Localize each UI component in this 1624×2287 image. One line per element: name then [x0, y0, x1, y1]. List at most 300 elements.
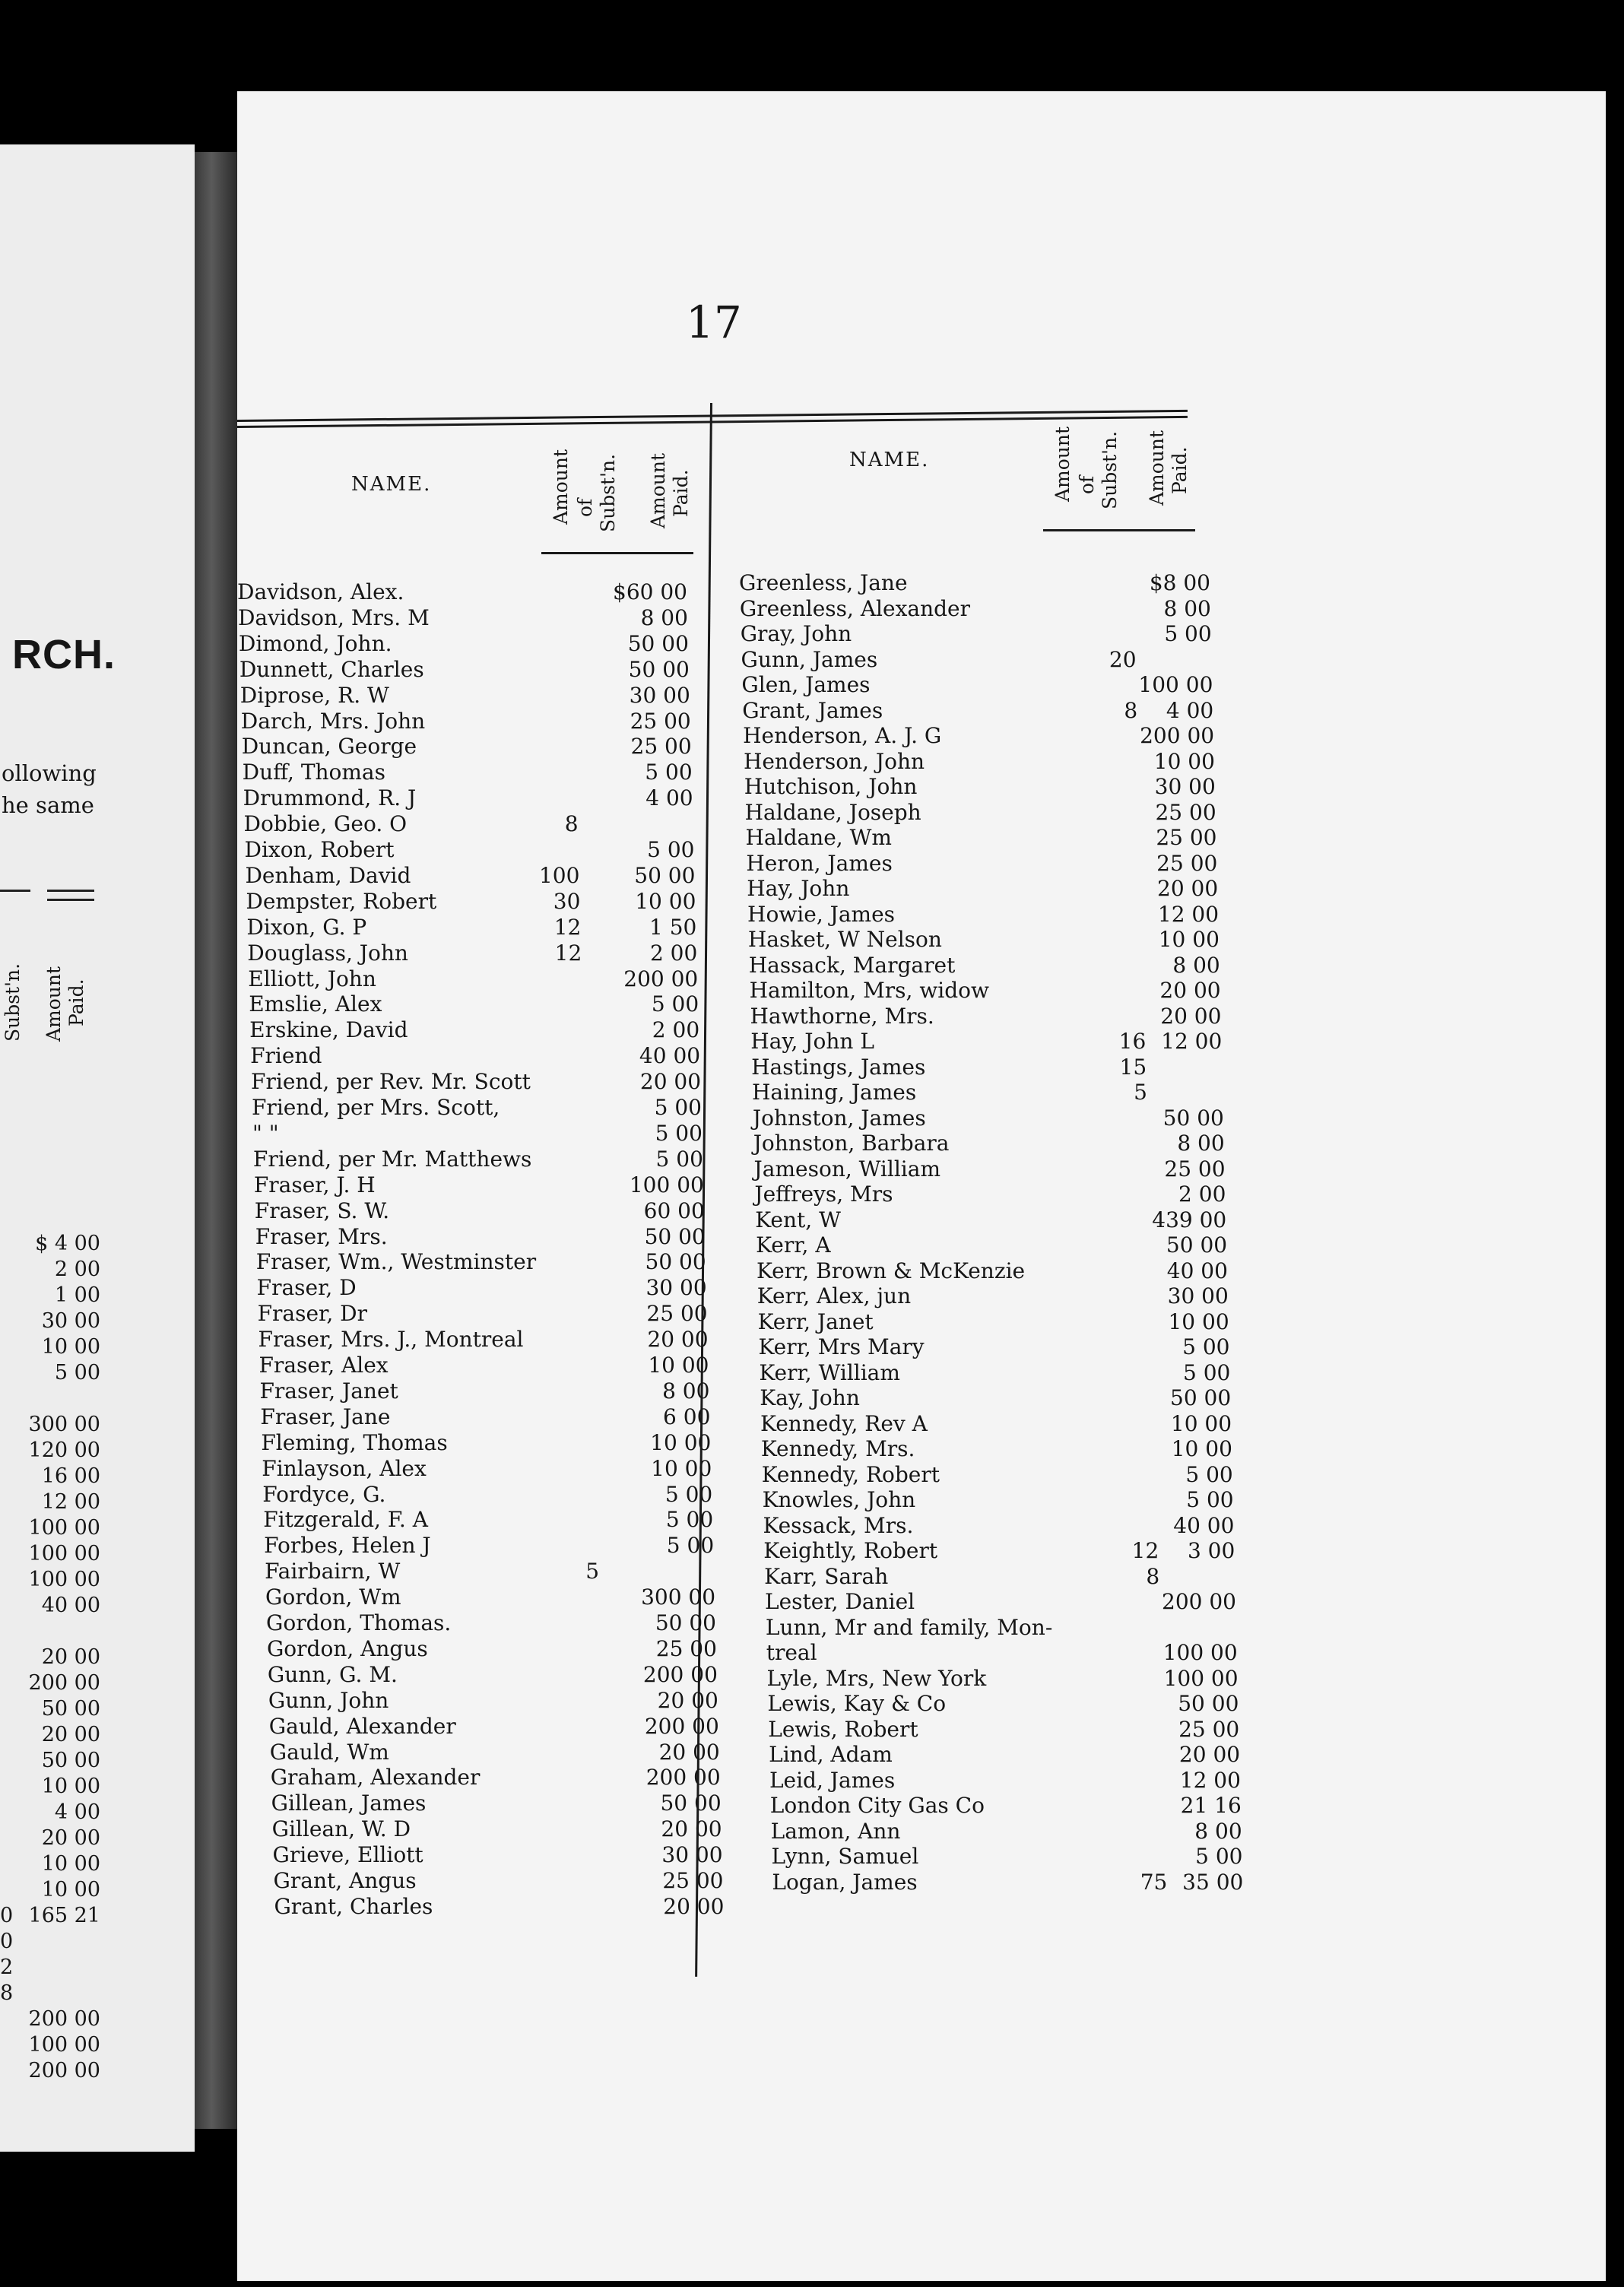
entry-name: Leid, James	[769, 1767, 896, 1793]
previous-page-amount-row	[0, 1309, 195, 1335]
left-entry-row	[241, 709, 697, 734]
entry-subscription-amount: 15	[1119, 1054, 1147, 1080]
right-entry-row	[763, 1538, 1250, 1564]
entry-amount-paid: 2 00	[652, 1017, 700, 1043]
previous-page-amount-row	[0, 1490, 195, 1516]
entry-amount-paid: $8 00	[1149, 570, 1210, 595]
entry-amount-paid: 20 00	[661, 1816, 722, 1842]
left-entry-row	[272, 1816, 728, 1842]
right-entry-row	[741, 647, 1228, 673]
entry-name: Fraser, Janet	[259, 1378, 398, 1404]
previous-page-amount: 300 00	[28, 1413, 100, 1436]
entry-subscription-amount: 20	[1109, 646, 1137, 672]
entry-name: Glen, James	[741, 672, 871, 697]
entry-amount-paid: 30 00	[629, 682, 690, 708]
entry-name: Friend, per Mrs. Scott,	[252, 1095, 500, 1120]
entry-amount-paid: 10 00	[1170, 1410, 1232, 1436]
previous-page-amount-row	[0, 1464, 195, 1490]
previous-page-amount-row	[0, 1283, 195, 1309]
entry-name: Gauld, Wm	[269, 1739, 389, 1765]
entry-amount-paid: 25 00	[655, 1635, 717, 1661]
entry-amount-paid: 10 00	[650, 1429, 712, 1455]
entry-amount-paid: 50 00	[655, 1610, 716, 1635]
entry-amount-paid: 100 00	[1162, 1640, 1238, 1665]
previous-page-amount: 5 00	[54, 1361, 100, 1385]
entry-amount-paid: 5 00	[665, 1507, 714, 1533]
entry-amount-paid: 40 00	[1166, 1258, 1228, 1283]
entry-amount-paid: 30 00	[661, 1842, 723, 1868]
left-entry-row	[271, 1791, 728, 1816]
previous-page-amount-row	[0, 1413, 195, 1438]
entry-name: Grant, James	[742, 697, 883, 723]
entry-name: treal	[766, 1640, 817, 1665]
right-entry-row	[761, 1436, 1248, 1462]
entry-name: Erskine, David	[249, 1017, 408, 1043]
previous-page-amount-row	[0, 1258, 195, 1283]
left-paid-header-line-2: Paid.	[670, 469, 692, 517]
previous-page-amount-row	[0, 2033, 195, 2059]
entry-name: Hasket, W Nelson	[747, 927, 942, 952]
entry-amount-paid: 50 00	[634, 862, 696, 888]
entry-subscription-amount: 8	[1124, 697, 1138, 723]
previous-page-amount-row	[0, 1800, 195, 1826]
entry-amount-paid: 5 00	[651, 991, 699, 1017]
left-subst-header-line-2: of	[574, 498, 596, 517]
right-entry-row	[762, 1462, 1248, 1488]
entry-amount-paid: 2 00	[1178, 1182, 1226, 1207]
right-entry-row	[770, 1793, 1257, 1819]
entry-amount-paid: 4 00	[1166, 697, 1214, 723]
left-entry-row	[265, 1584, 722, 1610]
entry-name: Davidson, Alex.	[237, 579, 404, 604]
entry-name: Kerr, Brown & McKenzie	[756, 1258, 1026, 1283]
right-entry-row	[750, 1029, 1237, 1055]
previous-page-edge-fragment: 2	[0, 1956, 14, 1979]
previous-page-amount: 4 00	[54, 1800, 100, 1824]
entry-subscription-amount: 12	[554, 940, 582, 966]
entry-subscription-amount: 30	[553, 888, 581, 914]
left-entry-row	[237, 579, 693, 605]
entry-name: Logan, James	[772, 1869, 918, 1895]
right-entry-row	[754, 1156, 1241, 1182]
entry-name: Denham, David	[245, 862, 411, 888]
previous-page-amount-row	[0, 1594, 195, 1619]
left-entry-row	[243, 760, 699, 785]
right-paid-header-line-2: Paid.	[1169, 446, 1191, 494]
entry-name: Fraser, Alex	[259, 1353, 389, 1378]
left-entry-row	[270, 1740, 726, 1765]
entry-amount-paid: 25 00	[1178, 1716, 1240, 1742]
entry-name: Knowles, John	[762, 1487, 916, 1512]
right-entry-row	[745, 800, 1232, 826]
right-entry-row	[766, 1615, 1252, 1641]
entry-name: Gunn, G. M.	[267, 1661, 398, 1687]
previous-page-amount-row	[0, 1361, 195, 1387]
entry-amount-paid: 20 00	[1160, 1003, 1222, 1029]
previous-page-amount-row	[0, 1335, 195, 1361]
entry-amount-paid: 5 00	[647, 837, 695, 862]
entry-name: Fairbairn, W	[265, 1559, 401, 1584]
previous-page-amount-row	[0, 1878, 195, 1904]
entry-amount-paid: 50 00	[645, 1249, 706, 1275]
ledger-page	[237, 91, 1606, 2281]
entry-amount-paid: 21 16	[1180, 1793, 1242, 1818]
entry-name: Gordon, Angus	[266, 1635, 428, 1661]
entry-amount-paid: 25 00	[1155, 799, 1216, 825]
entry-amount-paid: 30 00	[645, 1275, 707, 1301]
right-entry-row	[763, 1513, 1249, 1539]
left-paid-header-line-1: Amount	[647, 452, 669, 528]
entry-amount-paid: 100 00	[1138, 672, 1213, 697]
entry-amount-paid: 25 00	[1164, 1156, 1226, 1182]
right-entry-row	[751, 1055, 1238, 1080]
entry-name: Gauld, Alexander	[268, 1713, 456, 1739]
entry-amount-paid: 5 00	[665, 1481, 713, 1507]
entry-name: Hassack, Margaret	[748, 952, 956, 978]
left-entry-row	[258, 1301, 714, 1327]
entry-name: Fraser, D	[256, 1275, 357, 1301]
entry-name: Kerr, A	[756, 1232, 831, 1258]
entry-amount-paid: 5 00	[654, 1095, 702, 1120]
previous-page-amount: 30 00	[41, 1309, 100, 1333]
right-entry-row	[768, 1717, 1254, 1743]
entry-name: Fraser, Mrs.	[255, 1223, 388, 1249]
previous-page-amount: 100 00	[28, 1542, 100, 1565]
left-entry-row	[274, 1868, 730, 1894]
entry-amount-paid: 5 00	[1185, 1461, 1233, 1487]
entry-name: Grant, Angus	[273, 1868, 417, 1893]
entry-name: Hay, John L	[750, 1029, 874, 1054]
previous-page-amount: 100 00	[28, 1568, 100, 1591]
entry-name: Fordyce, G.	[262, 1481, 386, 1507]
previous-page-amount: 10 00	[41, 1878, 100, 1902]
entry-subscription-amount: 8	[1146, 1563, 1160, 1589]
entry-amount-paid: 8 00	[1194, 1818, 1242, 1844]
previous-page-title-fragment: RCH.	[12, 632, 116, 677]
entry-amount-paid: 8 00	[662, 1378, 710, 1404]
entry-amount-paid: 25 00	[1156, 825, 1217, 850]
left-entry-row	[239, 631, 695, 657]
entry-subscription-amount: 8	[564, 811, 579, 837]
right-entry-row	[753, 1131, 1240, 1156]
entry-amount-paid: 10 00	[648, 1353, 709, 1378]
entry-amount-paid: 20 00	[658, 1739, 720, 1765]
entry-name: London City Gas Co	[769, 1793, 985, 1818]
previous-page-amount-row	[0, 1723, 195, 1749]
previous-page-amount: 200 00	[28, 2007, 100, 2031]
entry-amount-paid: 30 00	[1167, 1283, 1229, 1308]
entry-name: Gunn, James	[741, 646, 878, 672]
entry-amount-paid: 300 00	[641, 1584, 716, 1610]
previous-page-amount-row	[0, 1568, 195, 1594]
entry-name: Greenless, Alexander	[739, 595, 970, 621]
entry-name: Gunn, John	[268, 1687, 389, 1713]
previous-page-amount: 165 21	[28, 1904, 100, 1927]
entry-name: Greenless, Jane	[739, 570, 908, 595]
left-entry-row	[251, 1069, 707, 1095]
left-entry-row	[245, 863, 701, 889]
left-entry-row	[246, 889, 702, 915]
previous-page-amount: 16 00	[41, 1464, 100, 1488]
entry-name: Elliott, John	[248, 966, 376, 991]
entry-name: Lamon, Ann	[770, 1818, 901, 1844]
book-gutter	[195, 152, 237, 2129]
entry-name: Douglass, John	[247, 940, 408, 966]
entry-name: Kerr, Janet	[757, 1308, 874, 1334]
left-name-header: NAME.	[351, 473, 432, 496]
entry-amount-paid: 5 00	[1183, 1359, 1231, 1385]
entry-name: Fraser, J. H	[253, 1172, 376, 1197]
left-subst-header-line-3: Subst'n.	[597, 453, 619, 532]
left-entry-row	[262, 1482, 718, 1508]
entry-name: Kennedy, Rev A	[760, 1410, 928, 1436]
entry-name: Haldane, Joseph	[744, 799, 921, 825]
entry-name: Dunnett, Charles	[239, 656, 424, 682]
entry-amount-paid: 10 00	[1168, 1308, 1229, 1334]
entry-name: Grieve, Elliott	[272, 1842, 423, 1868]
entry-name: Dimond, John.	[238, 630, 392, 656]
right-header-bottom-rule	[1043, 529, 1195, 531]
previous-page-amount-row	[0, 1956, 195, 1981]
entry-amount-paid: 10 00	[1171, 1436, 1232, 1461]
entry-amount-paid: 5 00	[1186, 1487, 1234, 1512]
entry-name: Dobbie, Geo. O	[243, 811, 408, 837]
previous-page-amount-row	[0, 2007, 195, 2033]
entry-name: Grant, Charles	[274, 1893, 433, 1919]
entry-amount-paid: 50 00	[660, 1791, 722, 1816]
left-entry-row	[274, 1894, 730, 1920]
entry-name: Fraser, Dr	[257, 1301, 367, 1327]
previous-page-amount-row	[0, 1387, 195, 1413]
right-entry-row	[747, 876, 1233, 902]
entry-subscription-amount: 100	[538, 862, 580, 888]
right-entry-row	[759, 1334, 1245, 1360]
previous-page-amount-row	[0, 1775, 195, 1800]
entry-amount-paid: 50 00	[644, 1223, 706, 1249]
right-entry-row	[744, 749, 1230, 775]
entry-name: Kerr, Mrs Mary	[758, 1334, 925, 1359]
entry-amount-paid: 12 00	[1179, 1767, 1241, 1793]
entry-amount-paid: 25 00	[630, 734, 692, 760]
right-entry-row	[742, 698, 1229, 724]
previous-page-amount-row	[0, 1852, 195, 1878]
entry-amount-paid: 200 00	[642, 1661, 718, 1687]
entry-amount-paid: 5 00	[1164, 621, 1212, 646]
entry-amount-paid: 25 00	[646, 1301, 708, 1327]
left-entry-row	[238, 605, 694, 631]
entry-name: Jeffreys, Mrs	[754, 1182, 893, 1207]
right-entry-row	[750, 1004, 1236, 1029]
right-entry-row	[756, 1258, 1243, 1284]
right-entry-row	[741, 621, 1227, 647]
entry-amount-paid: 5 00	[645, 760, 693, 785]
entry-name: Kerr, Alex, jun	[756, 1283, 912, 1308]
entry-amount-paid: 20 00	[1159, 978, 1221, 1003]
left-entry-row	[249, 1017, 706, 1043]
entry-name: Duncan, George	[241, 734, 417, 760]
previous-page-intro-line-1: ollowing	[2, 760, 97, 786]
entry-name: Henderson, A. J. G	[743, 723, 942, 748]
left-entry-row	[266, 1610, 722, 1636]
entry-name: Heron, James	[746, 850, 893, 876]
right-entry-row	[746, 851, 1232, 877]
entry-amount-paid: 25 00	[1156, 850, 1218, 876]
entry-name: Hawthorne, Mrs.	[750, 1003, 934, 1029]
entry-amount-paid: 5 00	[655, 1120, 703, 1146]
left-header-bottom-rule	[541, 552, 693, 554]
entry-name: Fitzgerald, F. A	[263, 1507, 428, 1533]
left-entry-row	[256, 1249, 712, 1275]
entry-name: Howie, James	[747, 901, 896, 927]
entry-name: Hamilton, Mrs, widow	[749, 978, 990, 1003]
entry-amount-paid: 12 00	[1157, 901, 1220, 927]
left-entry-row	[269, 1714, 725, 1740]
entry-name: Dixon, Robert	[244, 837, 395, 862]
entry-amount-paid: 100 00	[1163, 1665, 1239, 1691]
right-subst-header-line-3: Subst'n.	[1099, 430, 1121, 509]
entry-amount-paid: 20 00	[663, 1893, 725, 1919]
left-entry-row	[252, 1095, 708, 1121]
previous-page-amount-row	[0, 1981, 195, 2007]
entry-name: Fraser, Mrs. J., Montreal	[258, 1327, 524, 1353]
previous-page-amount: 10 00	[41, 1775, 100, 1798]
previous-page-amount-row	[0, 1697, 195, 1723]
entry-amount-paid: 20 00	[639, 1069, 702, 1095]
previous-page-edge-fragment: 8	[0, 1981, 14, 2005]
right-entry-row	[771, 1819, 1258, 1845]
entry-amount-paid: 20 00	[657, 1687, 718, 1713]
right-entry-row	[759, 1360, 1245, 1386]
entry-amount-paid: 10 00	[1153, 748, 1215, 774]
entry-name: Fleming, Thomas	[261, 1429, 448, 1455]
entry-name: Fraser, Jane	[260, 1404, 391, 1429]
left-entry-row	[267, 1636, 723, 1662]
entry-name: Gordon, Thomas.	[266, 1610, 452, 1635]
previous-page-amount: 20 00	[41, 1826, 100, 1850]
right-entry-row	[758, 1309, 1245, 1335]
right-entry-row	[744, 774, 1231, 800]
previous-page-amount-row	[0, 1516, 195, 1542]
entry-amount-paid: 6 00	[663, 1404, 711, 1429]
entry-name: Karr, Sarah	[764, 1563, 889, 1589]
previous-page-amount: 12 00	[41, 1490, 100, 1514]
entry-name: Haining, James	[752, 1080, 917, 1105]
right-entry-row	[767, 1691, 1254, 1717]
previous-page-amount-row	[0, 1619, 195, 1645]
entry-name: Lynn, Samuel	[771, 1844, 919, 1869]
previous-page-amount-header: Amount	[43, 966, 65, 1042]
left-entry-row	[246, 915, 703, 940]
right-entry-row	[755, 1207, 1242, 1233]
left-entry-row	[262, 1456, 718, 1482]
entry-amount-paid: 200 00	[1162, 1589, 1236, 1614]
previous-page-amount: 40 00	[41, 1594, 100, 1617]
entry-amount-paid: 12 00	[1161, 1029, 1223, 1054]
entry-name: Dempster, Robert	[246, 888, 437, 914]
entry-amount-paid: 200 00	[623, 966, 699, 991]
entry-name: Darch, Mrs. John	[240, 708, 426, 734]
entry-amount-paid: 2 00	[649, 940, 698, 966]
previous-page-header-rule	[47, 890, 94, 892]
left-entry-row	[273, 1842, 729, 1868]
previous-page-amount: $ 4 00	[35, 1232, 100, 1255]
previous-page-amount: 20 00	[41, 1723, 100, 1746]
entry-name: Friend, per Rev. Mr. Scott	[251, 1069, 531, 1095]
right-entry-row	[760, 1385, 1246, 1411]
entry-amount-paid: 8 00	[1163, 595, 1211, 621]
previous-page-header-rule	[0, 890, 30, 892]
entry-amount-paid: 50 00	[1178, 1691, 1239, 1716]
right-entry-row	[740, 596, 1226, 622]
entry-name: Kay, John	[760, 1385, 860, 1410]
left-entry-row	[263, 1507, 719, 1533]
previous-page-amount-row	[0, 1826, 195, 1852]
previous-page-amount: 10 00	[41, 1335, 100, 1359]
entry-amount-paid: 50 00	[1166, 1232, 1228, 1258]
entry-name: Kessack, Mrs.	[763, 1512, 914, 1538]
right-entry-row	[754, 1182, 1241, 1207]
previous-page-amount: 100 00	[28, 1516, 100, 1540]
entry-name: Friend	[250, 1043, 322, 1069]
previous-page-edge-fragment: 0	[0, 1904, 14, 1927]
entry-name: Finlayson, Alex	[262, 1455, 427, 1481]
right-entry-row	[752, 1080, 1239, 1105]
entry-amount-paid: 35 00	[1182, 1869, 1244, 1895]
entry-name: Keightly, Robert	[763, 1538, 938, 1563]
entry-name: Kennedy, Mrs.	[760, 1436, 915, 1461]
entry-name: Jameson, William	[753, 1156, 940, 1182]
right-entry-row	[741, 672, 1228, 698]
entry-amount-paid: 50 00	[1162, 1105, 1224, 1131]
entry-amount-paid: 8 00	[1172, 952, 1220, 978]
previous-page-strip	[0, 144, 195, 2152]
entry-name: Emslie, Alex	[249, 991, 382, 1017]
right-entry-row	[749, 953, 1235, 979]
right-entry-row	[739, 570, 1226, 596]
entry-name: Kent, W	[755, 1207, 841, 1232]
left-entry-row	[261, 1430, 717, 1456]
left-entry-row	[243, 785, 699, 811]
previous-page-amount-row	[0, 1645, 195, 1671]
entry-subscription-amount: 16	[1118, 1029, 1147, 1054]
previous-page-edge-fragment: 0	[0, 1930, 14, 1953]
left-entry-row	[259, 1353, 715, 1378]
entry-name: Lind, Adam	[769, 1742, 893, 1767]
previous-page-amount-row	[0, 1542, 195, 1568]
left-entry-row	[245, 837, 701, 863]
right-subst-header-line-1: Amount	[1051, 426, 1074, 502]
left-entry-row	[257, 1275, 713, 1301]
previous-page-amount-row	[0, 1904, 195, 1930]
left-entry-row	[240, 683, 696, 709]
entry-amount-paid: 4 00	[645, 785, 693, 811]
left-entry-row	[271, 1765, 727, 1791]
entry-amount-paid: 10 00	[635, 888, 696, 914]
entry-subscription-amount: 75	[1140, 1869, 1168, 1895]
previous-page-amount: 100 00	[28, 2033, 100, 2057]
entry-name: Davidson, Mrs. M	[237, 604, 430, 630]
entry-name: Forbes, Helen J	[264, 1533, 431, 1559]
entry-name: Henderson, John	[743, 748, 925, 774]
previous-page-amount-row	[0, 1749, 195, 1775]
right-entry-row	[769, 1742, 1255, 1768]
entry-name: Fraser, S. W.	[254, 1197, 390, 1223]
right-entry-row	[757, 1283, 1244, 1309]
left-entry-row	[250, 1043, 706, 1069]
entry-name: Hastings, James	[751, 1054, 926, 1080]
entry-subscription-amount: 5	[585, 1559, 600, 1584]
right-entry-row	[772, 1870, 1258, 1895]
